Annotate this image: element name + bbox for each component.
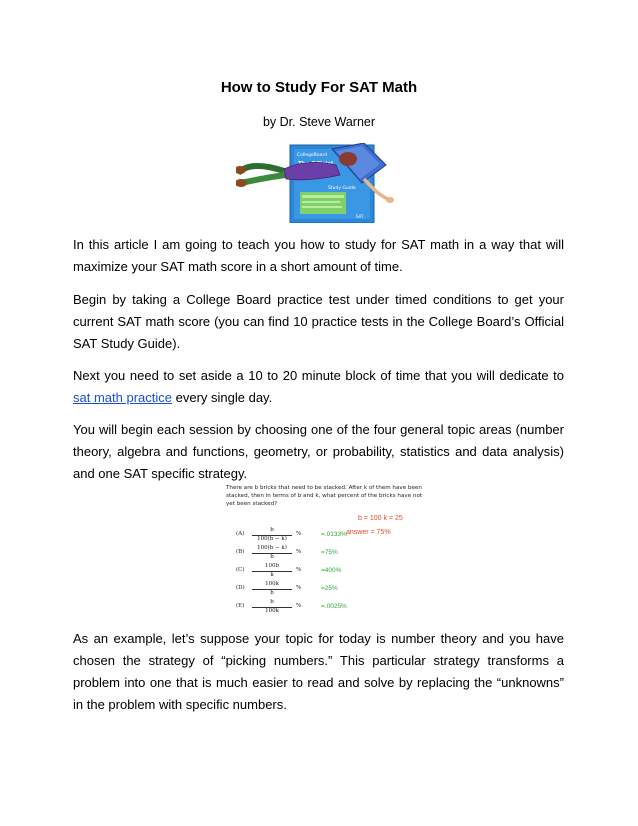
answer-choice <box>236 527 423 545</box>
choice-computed-value: =75% <box>321 549 338 556</box>
choice-expression <box>250 527 310 545</box>
choice-letter: (A) <box>236 531 245 537</box>
problem-answer: answer = 75% <box>346 529 391 536</box>
sat-problem-figure <box>226 484 423 621</box>
choice-denominator: b <box>270 554 274 560</box>
book-subtitle: Study Guide <box>328 186 356 191</box>
sat-math-practice-link[interactable]: sat math practice <box>73 390 172 405</box>
answer-choice <box>236 545 423 563</box>
choice-computed-value: =25% <box>321 585 338 592</box>
choice-percent-sign: % <box>296 585 302 591</box>
choice-numerator: 100(b − k) <box>257 545 287 551</box>
choice-percent-sign: % <box>296 531 302 537</box>
choice-numerator: b <box>270 599 274 605</box>
answer-choice <box>236 599 423 617</box>
choice-expression <box>250 563 310 581</box>
paragraph-picking-numbers: As an example, let’s suppose your topic for today is number theory and you have chosen the strategy of “picking numbers.” This particular strategy transforms a problem into one that is much easier to read and solve by replacing the “unknowns” in the problem with specific numbers. <box>73 631 564 712</box>
choice-letter: (D) <box>236 585 245 591</box>
choice-expression <box>250 545 310 563</box>
choice-denominator: 100k <box>265 608 279 614</box>
choice-percent-sign: % <box>296 567 302 573</box>
book-edition: SAT <box>356 214 364 219</box>
paragraph-daily-practice <box>73 365 564 409</box>
choice-denominator: b <box>270 590 274 596</box>
choice-numerator: 100b <box>264 563 280 569</box>
choice-computed-value: =.0133% <box>321 531 347 538</box>
author-byline: by Dr. Steve Warner <box>262 115 376 129</box>
choice-letter: (E) <box>236 603 245 609</box>
problem-stem: There are b bricks that need to be stacked. After k of them have been stacked, then in terms of b and k, what percent of the bricks have not yet been stacked? <box>226 485 423 507</box>
paragraph-daily-practice-start: Next you need to set aside a 10 to 20 minute block of time that you will dedicate to <box>73 368 564 383</box>
choice-computed-value: =400% <box>321 567 342 574</box>
paragraph-topic-areas: You will begin each session by choosing one of the four general topic areas (number theory, algebra and functions, geometry, or probability, statistics and data analysis) and one SAT specific strategy. <box>73 422 564 481</box>
paragraph-practice-test: Begin by taking a College Board practice test under timed conditions to get your current SAT math score (you can find 10 practice tests in the College Board’s Official SAT Study Guide). <box>73 292 564 351</box>
choice-percent-sign: % <box>296 603 302 609</box>
document-title: How to Study For SAT Math <box>220 79 418 96</box>
problem-given-values: b = 100 k = 25 <box>358 515 403 522</box>
choice-numerator: 100k <box>265 581 279 587</box>
choice-letter: (B) <box>236 549 245 555</box>
sat-study-guide-illustration <box>236 143 402 223</box>
book-publisher: CollegeBoard <box>297 153 328 158</box>
answer-choice <box>236 581 423 599</box>
choice-percent-sign: % <box>296 549 302 555</box>
answer-choice <box>236 563 423 581</box>
paragraph-daily-practice-end: every single day. <box>172 390 273 405</box>
choice-denominator: k <box>270 572 274 578</box>
choice-expression <box>250 599 310 617</box>
choice-expression <box>250 581 310 599</box>
choice-letter: (C) <box>236 567 245 573</box>
choice-denominator: 100(b − k) <box>257 536 287 542</box>
choice-computed-value: =.0025% <box>321 603 347 610</box>
paragraph-intro: In this article I am going to teach you how to study for SAT math in a way that will maximize your SAT math score in a short amount of time. <box>73 237 564 274</box>
choice-numerator: b <box>270 527 274 533</box>
